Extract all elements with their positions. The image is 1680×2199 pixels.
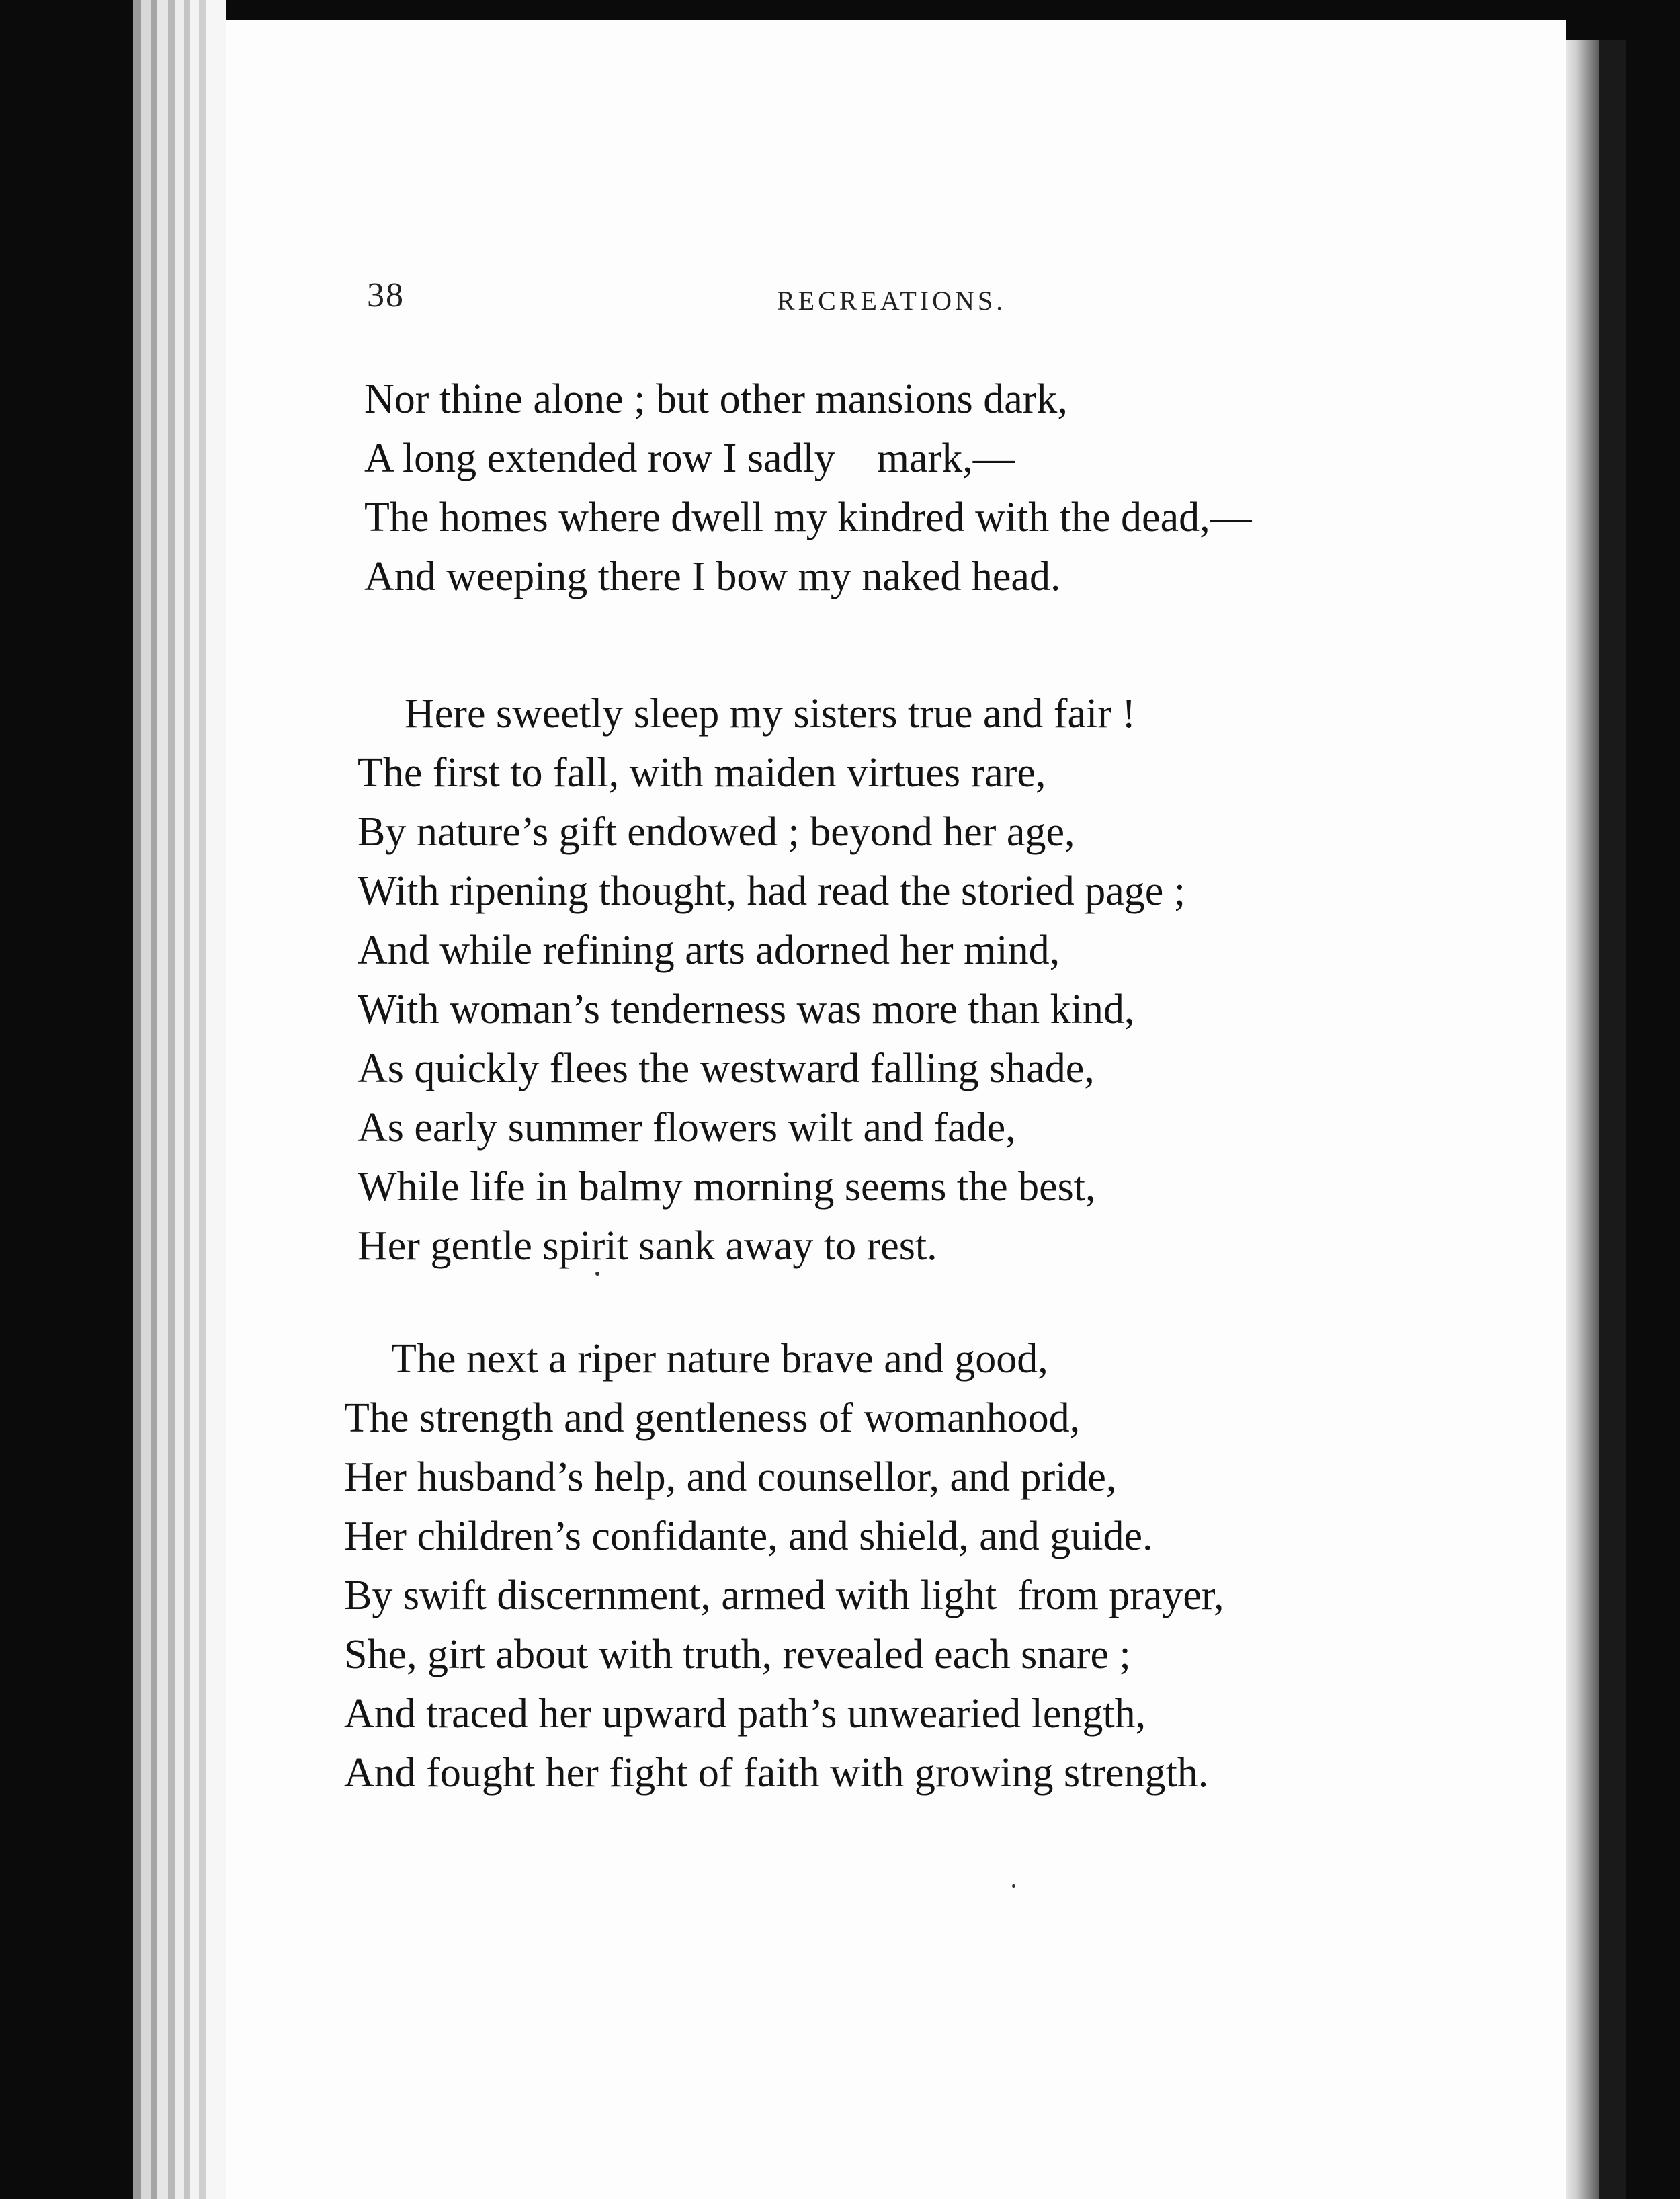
poem-line: As early summer flowers wilt and fade, [358, 1105, 1016, 1151]
page-header [226, 276, 1566, 329]
print-speck [1012, 1884, 1015, 1888]
poem-line: The next a riper nature brave and good, [391, 1336, 1048, 1382]
poem-line: And traced her upward path’s unwearied length, [344, 1691, 1146, 1737]
poem-line: With woman’s tenderness was more than kind, [358, 987, 1135, 1032]
poem-line: She, girt about with truth, revealed each snare ; [344, 1632, 1131, 1677]
page-edge [206, 0, 226, 2199]
stanza-3 [344, 1329, 1224, 1802]
right-shadow [1599, 40, 1626, 2199]
poem-line: And weeping there I bow my naked head. [364, 554, 1061, 599]
page-edge [157, 0, 168, 2199]
page-edge [141, 0, 151, 2199]
page-edge [133, 0, 141, 2199]
poem-line: As quickly flees the westward falling shade, [358, 1046, 1095, 1091]
poem-line: Here sweetly sleep my sisters true and fair ! [405, 691, 1136, 737]
poem-line: The first to fall, with maiden virtues rare, [358, 750, 1046, 796]
page-edge [199, 0, 206, 2199]
poem-line: And while refining arts adorned her mind, [358, 927, 1060, 973]
poem-line: Her children’s confidante, and shield, and guide. [344, 1513, 1153, 1559]
stanza-1 [364, 370, 1252, 606]
right-page-edge [1566, 40, 1599, 2199]
page-edge [190, 0, 199, 2199]
poem-line: The strength and gentleness of womanhood, [344, 1395, 1081, 1441]
page-edge [151, 0, 157, 2199]
poem-line: While life in balmy morning seems the best, [358, 1164, 1096, 1210]
page-number: 38 [367, 276, 405, 315]
poem-line: By nature’s gift endowed ; beyond her age, [358, 809, 1075, 855]
poem-line: By swift discernment, armed with light from prayer, [344, 1573, 1224, 1618]
page-edge [175, 0, 184, 2199]
poem-line: A long extended row I sadly mark,— [364, 435, 1015, 481]
poem-line: With ripening thought, had read the storied page ; [358, 868, 1186, 914]
poem-line: And fought her fight of faith with growing strength. [344, 1750, 1209, 1796]
poem-line: Her husband’s help, and counsellor, and pride, [344, 1454, 1117, 1500]
book-page [226, 20, 1566, 2199]
running-head: RECREATIONS. [777, 286, 1007, 316]
poem-line: The homes where dwell my kindred with the dead,— [364, 495, 1252, 540]
page-edge [184, 0, 190, 2199]
poem-line: Her gentle spirit sank away to rest. [358, 1223, 937, 1269]
poem-line: Nor thine alone ; but other mansions dark, [364, 376, 1068, 422]
print-speck [595, 1272, 599, 1276]
page-edge [168, 0, 175, 2199]
stanza-2 [358, 684, 1185, 1276]
